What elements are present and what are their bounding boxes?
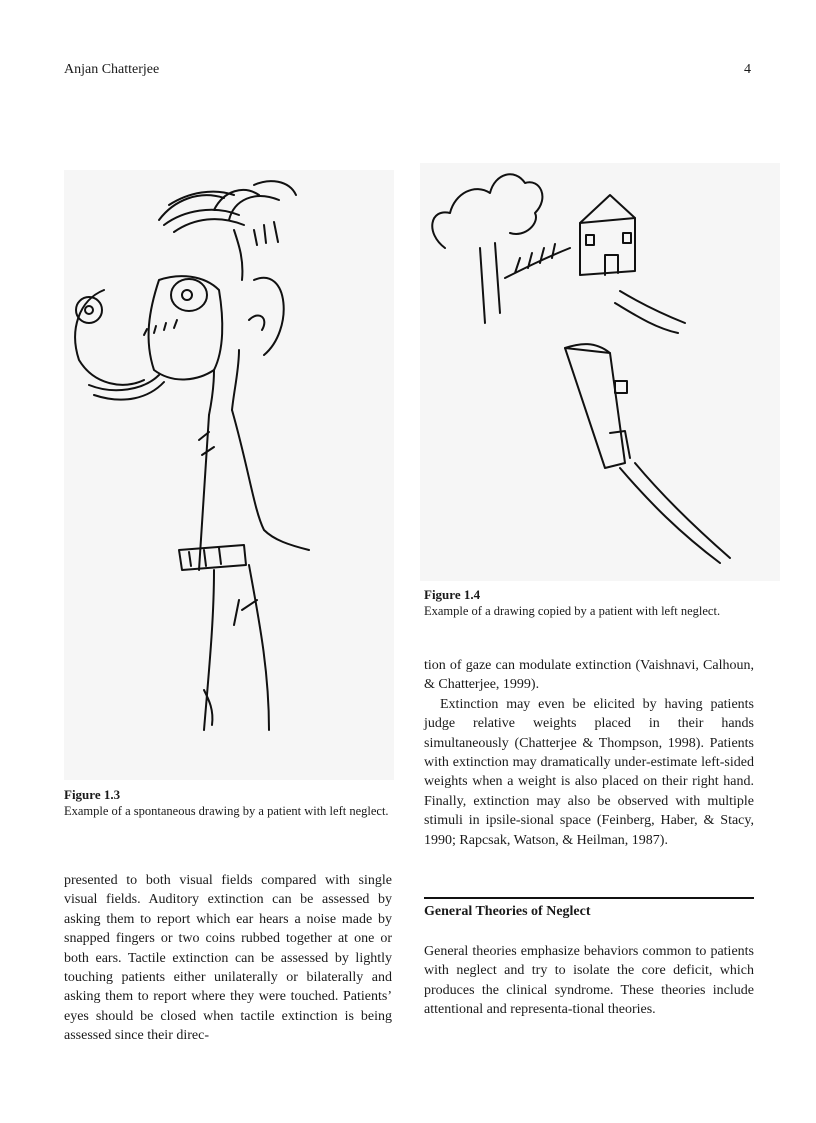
figure-1-4-sketch [420, 163, 780, 581]
figure-1-3-sketch [64, 170, 394, 780]
figure-1-4-label: Figure 1.4 [424, 587, 481, 602]
figure-1-4-drawing [420, 163, 780, 581]
figure-1-3-caption-block [64, 786, 394, 820]
running-header-author: Anjan Chatterjee [64, 62, 160, 77]
right-column-text [424, 656, 754, 850]
right-paragraph-1: tion of gaze can modulate extinction (Vaishnavi, Calhoun, & Chatterjee, 1999). [424, 658, 754, 693]
figure-1-3-caption: Example of a spontaneous drawing by a patient with left neglect. [64, 804, 389, 818]
right-paragraph-3: General theories emphasize behaviors common to patients with neglect and try to isolate the core deficit, which produces the clinical syndrome. These theories include attentional and representa-tional theories. [424, 944, 754, 1018]
section-heading: General Theories of Neglect [424, 904, 591, 919]
section-divider [424, 897, 754, 899]
left-column-text [64, 871, 392, 1046]
figure-1-3-label: Figure 1.3 [64, 787, 121, 802]
right-paragraph-2: Extinction may even be elicited by having patients judge relative weights placed in their hands simultaneously (Chatterjee & Thompson, 1998). Patients with extinction may dramatically under-estimate left-sided weights when a weight is also placed on their right hand. Finally, extinction may also be observed with multiple stimuli in ipsile-sional space (Feinberg, Haber, & Stacy, 1990; Rapcsak, Watson, & Heilman, 1987). [424, 696, 754, 848]
figure-1-3-drawing [64, 170, 394, 780]
page-number: 4 [744, 62, 751, 77]
figure-1-4-caption: Example of a drawing copied by a patient with left neglect. [424, 604, 721, 618]
right-column-section-text [424, 942, 754, 1020]
left-paragraph: presented to both visual fields compared with single visual fields. Auditory extinction can be assessed by asking them to report which ear hears a noise made by snapped fingers or two coins rubbed together at one or both ears. Tactile extinction can be assessed by lightly touching patients either unilaterally or bilaterally and asking them to report where they were touched. Patients’ eyes should be closed when tactile extinction is being assessed since their direc- [64, 873, 392, 1044]
figure-1-4-caption-block [424, 586, 764, 620]
